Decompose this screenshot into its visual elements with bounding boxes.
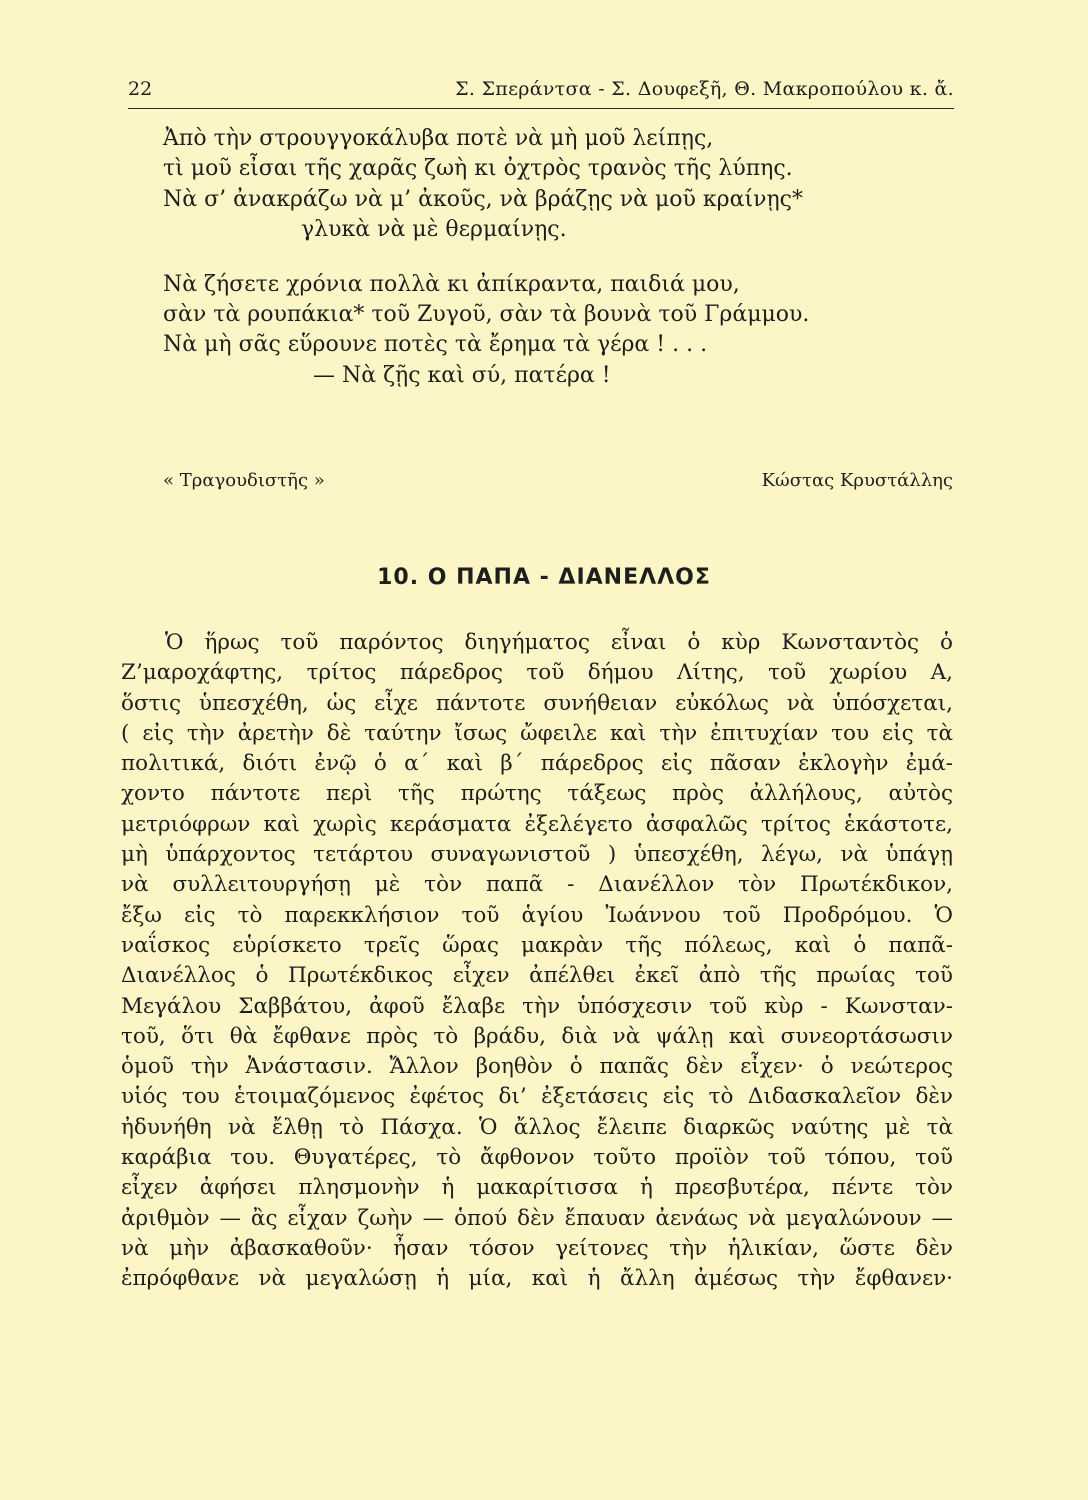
running-title: Σ. Σπεράντσα - Σ. Δουφεξῆ, Θ. Μακροπούλου κ. ἄ. — [455, 78, 954, 100]
poem-line: Νὰ σ’ ἀνακράζω νὰ μ’ ἀκοῦς, νὰ βράζῃς νὰ μοῦ κραίνῃς* — [163, 186, 803, 212]
prose-line: ἔξω εἰς τὸ παρεκκλήσιον τοῦ ἁγίου Ἰωάννου τοῦ Προδρόμου. Ὁ — [121, 902, 953, 928]
prose-line: Διανέλλος ὁ Πρωτέκδικος εἶχεν ἀπέλθει ἐκεῖ ἀπὸ τῆς πρωίας τοῦ — [121, 963, 953, 989]
poem — [163, 124, 953, 391]
prose-line: Ζ’μαροχάφτης, τρίτος πάρεδρος τοῦ δήμου Λίτης, τοῦ χωρίου Α, — [121, 660, 953, 686]
poem-line: Νὰ ζήσετε χρόνια πολλὰ κι ἀπίκραντα, παιδιά μου, — [163, 271, 740, 297]
prose-line: ἀριθμὸν — ἂς εἶχαν ζωὴν — ὁπού δὲν ἔπαυαν ἀενάως νὰ μεγαλώνουν — — [121, 1205, 953, 1231]
prose-line: νὰ συλλειτουργήσῃ μὲ τὸν παπᾶ - Διανέλλον τὸν Πρωτέκδικον, — [121, 872, 953, 898]
prose-line: μετριόφρων καὶ χωρὶς κεράσματα ἐξελέγετο ἀσφαλῶς τρίτος ἑκάστοτε, — [121, 811, 953, 837]
prose-line: ( εἰς τὴν ἀρετὴν δὲ ταύτην ἴσως ὤφειλε καὶ τὴν ἐπιτυχίαν του εἰς τὰ — [121, 720, 953, 746]
page-header — [128, 76, 954, 109]
poem-line: — Νὰ ζῇς καὶ σύ, πατέρα ! — [313, 362, 611, 388]
poem-line: γλυκὰ νὰ μὲ θερμαίνῃς. — [301, 217, 567, 243]
prose-line: ἐπρόφθανε νὰ μεγαλώσῃ ἡ μία, καὶ ἡ ἄλλη ἀμέσως τὴν ἔφθανεν· — [121, 1266, 953, 1292]
prose-line: ὅστις ὑπεσχέθη, ὡς εἶχε πάντοτε συνήθειαν εὐκόλως νὰ ὑπόσχεται, — [121, 690, 953, 716]
prose-line: χοντο πάντοτε περὶ τῆς πρώτης τάξεως πρὸς ἀλλήλους, αὐτὸς — [121, 781, 953, 807]
prose-line: υἱός του ἑτοιμαζόμενος ἐφέτος δι’ ἐξετάσεις εἰς τὸ Διδασκαλεῖον δὲν — [121, 1084, 953, 1110]
prose-line: ὁμοῦ τὴν Ἀνάστασιν. Ἄλλον βοηθὸν ὁ παπᾶς δὲν εἶχεν· ὁ νεώτερος — [121, 1054, 953, 1080]
prose-line: Ὁ ἥρως τοῦ παρόντος διηγήματος εἶναι ὁ κὺρ Κωνσταντὸς ὁ — [165, 630, 953, 655]
page-number: 22 — [128, 78, 153, 100]
prose-line: ἠδυνήθη νὰ ἔλθῃ τὸ Πάσχα. Ὁ ἄλλος ἔλειπε διαρκῶς ναύτης μὲ τὰ — [121, 1114, 953, 1140]
prose-line: νὰ μὴν ἀβασκαθοῦν· ἦσαν τόσον γείτονες τὴν ἡλικίαν, ὥστε δὲν — [121, 1235, 953, 1261]
prose-line: πολιτικά, διότι ἐνῷ ὁ α΄ καὶ β΄ πάρεδρος εἰς πᾶσαν ἐκλογὴν ἐμά- — [121, 751, 953, 777]
prose-line: μὴ ὑπάρχοντος τετάρτου συναγωνιστοῦ ) ὑπεσχέθη, λέγω, νὰ ὑπάγῃ — [121, 842, 953, 868]
prose-body — [121, 628, 953, 1295]
poem-author: Κώστας Κρυστάλλης — [761, 470, 953, 491]
prose-line: ναΐσκος εὑρίσκετο τρεῖς ὥρας μακρὰν τῆς πόλεως, καὶ ὁ παπᾶ- — [121, 932, 953, 958]
prose-line: εἶχεν ἀφήσει πλησμονὴν ἡ μακαρίτισσα ἡ πρεσβυτέρα, πέντε τὸν — [121, 1175, 953, 1201]
poem-line: Ἀπὸ τὴν στρουγγοκάλυβα ποτὲ νὰ μὴ μοῦ λείπῃς, — [163, 126, 714, 151]
poem-line: σὰν τὰ ρουπάκια* τοῦ Ζυγοῦ, σὰν τὰ βουνὰ τοῦ Γράμμου. — [163, 301, 810, 327]
prose-line: καράβια του. Θυγατέρες, τὸ ἄφθονον τοῦτο προϊὸν τοῦ τόπου, τοῦ — [121, 1145, 953, 1171]
poem-line: τὶ μοῦ εἶσαι τῆς χαρᾶς ζωὴ κι ὀχτρὸς τρανὸς τῆς λύπης. — [163, 156, 793, 182]
poem-source: « Τραγουδιστῆς » — [163, 470, 325, 491]
prose-line: τοῦ, ὅτι θὰ ἔφθανε πρὸς τὸ βράδυ, διὰ νὰ ψάλῃ καὶ συνεορτάσωσιν — [121, 1023, 953, 1049]
prose-line: Μεγάλου Σαββάτου, ἀφοῦ ἔλαβε τὴν ὑπόσχεσιν τοῦ κὺρ - Κωνσταν- — [121, 993, 953, 1019]
section-title: 10. Ο ΠΑΠΑ - ΔΙΑΝΕΛΛΟΣ — [377, 565, 711, 590]
poem-line: Νὰ μὴ σᾶς εὕρουνε ποτὲς τὰ ἔρημα τὰ γέρα ! . . . — [163, 332, 708, 358]
